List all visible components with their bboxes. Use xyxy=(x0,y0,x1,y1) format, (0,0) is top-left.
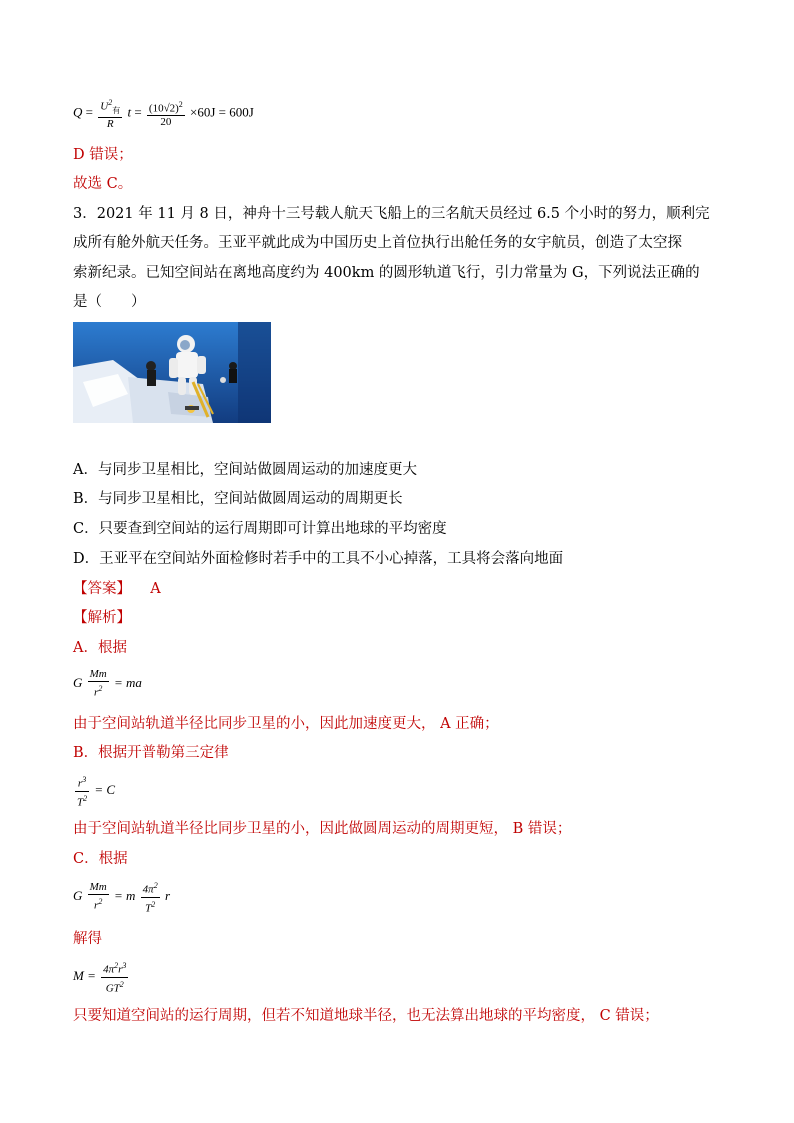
b-conclusion: 由于空间站轨道半径比同步卫星的小，因此做圆周运动的周期更短， B 错误； xyxy=(73,821,572,837)
a-conclusion: 由于空间站轨道半径比同步卫星的小，因此加速度更大， A 正确； xyxy=(73,716,499,732)
eq5-num: 4π xyxy=(103,963,115,976)
answer-label: 【答案】 xyxy=(73,581,131,597)
eq-u-sub: 有 xyxy=(112,105,121,115)
eq2-sup: 2 xyxy=(98,684,103,693)
eq5-den: GT xyxy=(105,982,120,995)
d-wrong-text: D 错误； xyxy=(73,147,133,163)
question-3-line-3: 索新纪录。已知空间站在离地高度约为 400km 的圆形轨道飞行，引力常量为 G，下列说法正确的 xyxy=(73,265,700,281)
kepler-equation xyxy=(73,773,115,809)
eq3-den-sup: 2 xyxy=(83,793,88,803)
option-a: A．与同步卫星相比，空间站做圆周运动的加速度更大 xyxy=(73,462,417,478)
eq3-den: T xyxy=(77,796,84,809)
heat-equation: Q = $\frac{U^2_有}{R}$ t = $\frac{(10√2)^2}{20}$ ×60J = 600J xyxy=(73,98,254,130)
eq4-num: Mm xyxy=(89,881,107,894)
eq4-den: r xyxy=(94,899,99,912)
eq-q: Q xyxy=(73,104,83,120)
answer-line xyxy=(73,579,161,599)
eq5-sup-b: 3 xyxy=(122,961,127,970)
eq-t: t xyxy=(127,104,132,120)
question-3-line-2: 成所有舱外航天任务。王亚平就此成为中国历史上首位执行出舱任务的女宇航员，创造了太空探 xyxy=(73,235,682,251)
gravity-equation-a xyxy=(73,668,142,700)
eq-r: R xyxy=(106,117,114,130)
eq2-rhs: = ma xyxy=(114,674,142,690)
eq3-num-sup: 3 xyxy=(82,775,87,784)
eq5-num-b: r xyxy=(118,963,123,976)
eq5-lhs: M = xyxy=(73,968,96,984)
eq4-tail: r xyxy=(164,888,170,904)
eq5-fraction xyxy=(101,959,128,995)
solve-text: 解得 xyxy=(73,931,102,947)
fraction-value xyxy=(147,98,185,130)
option-d: D．王亚平在空间站外面检修时若手中的工具不小心掉落，工具将会落向地面 xyxy=(73,551,564,567)
answer-value: A xyxy=(150,581,161,597)
fraction-u-over-r xyxy=(98,96,122,131)
eq4-den2: T xyxy=(145,902,152,915)
question-3-line-1: 3．2021 年 11 月 8 日，神舟十三号载人航天飞船上的三名航天员经过 6.5 个小时的努力，顺利完 xyxy=(73,206,710,222)
eq4-num2: 4π xyxy=(142,883,154,896)
eq5-den-sup: 2 xyxy=(119,979,124,989)
option-b: B．与同步卫星相比，空间站做圆周运动的周期更长 xyxy=(73,491,403,507)
b-basis-text: B．根据开普勒第三定律 xyxy=(73,745,229,761)
eq-result: ×60J = 600J xyxy=(190,104,254,120)
eq5-sup-a: 2 xyxy=(114,961,119,970)
eq-num2-sup: 2 xyxy=(178,99,183,109)
eq2-den: r xyxy=(94,686,99,699)
eq-num2: (10√2) xyxy=(148,102,179,115)
mass-equation xyxy=(73,959,130,995)
option-c: C．只要查到空间站的运行周期即可计算出地球的平均密度 xyxy=(73,521,447,537)
astronaut-illustration xyxy=(73,322,271,423)
eq4-eq: = m xyxy=(114,888,136,904)
choose-c-text: 故选 C。 xyxy=(73,176,133,192)
eq2-num: Mm xyxy=(89,668,107,680)
eq4-fraction-1 xyxy=(88,881,109,913)
question-3-line-4: 是（ ） xyxy=(73,294,146,310)
eq2-g: G xyxy=(73,674,83,690)
eq-u: U xyxy=(100,100,109,113)
eq3-num: r xyxy=(77,777,83,790)
c-basis-text: C．根据 xyxy=(73,851,128,867)
eq-u-sup: 2 xyxy=(108,98,113,107)
eq-den2: 20 xyxy=(160,116,172,129)
a-basis-text: A．根据 xyxy=(73,640,127,656)
eq4-num2-sup: 2 xyxy=(153,881,158,890)
astronaut-photo xyxy=(73,322,271,423)
gravity-equation-c xyxy=(73,879,170,915)
eq4-fraction-2 xyxy=(141,879,160,915)
eq3-fraction xyxy=(75,773,89,809)
c-conclusion: 只要知道空间站的运行周期，但若不知道地球半径，也无法算出地球的平均密度， C 错误； xyxy=(73,1008,659,1024)
eq4-sup: 2 xyxy=(98,897,103,907)
analysis-label: 【解析】 xyxy=(73,610,131,626)
eq4-den2-sup: 2 xyxy=(151,899,156,909)
eq2-fraction xyxy=(88,668,109,700)
eq3-rhs: = C xyxy=(94,782,116,798)
eq4-g: G xyxy=(73,888,83,904)
